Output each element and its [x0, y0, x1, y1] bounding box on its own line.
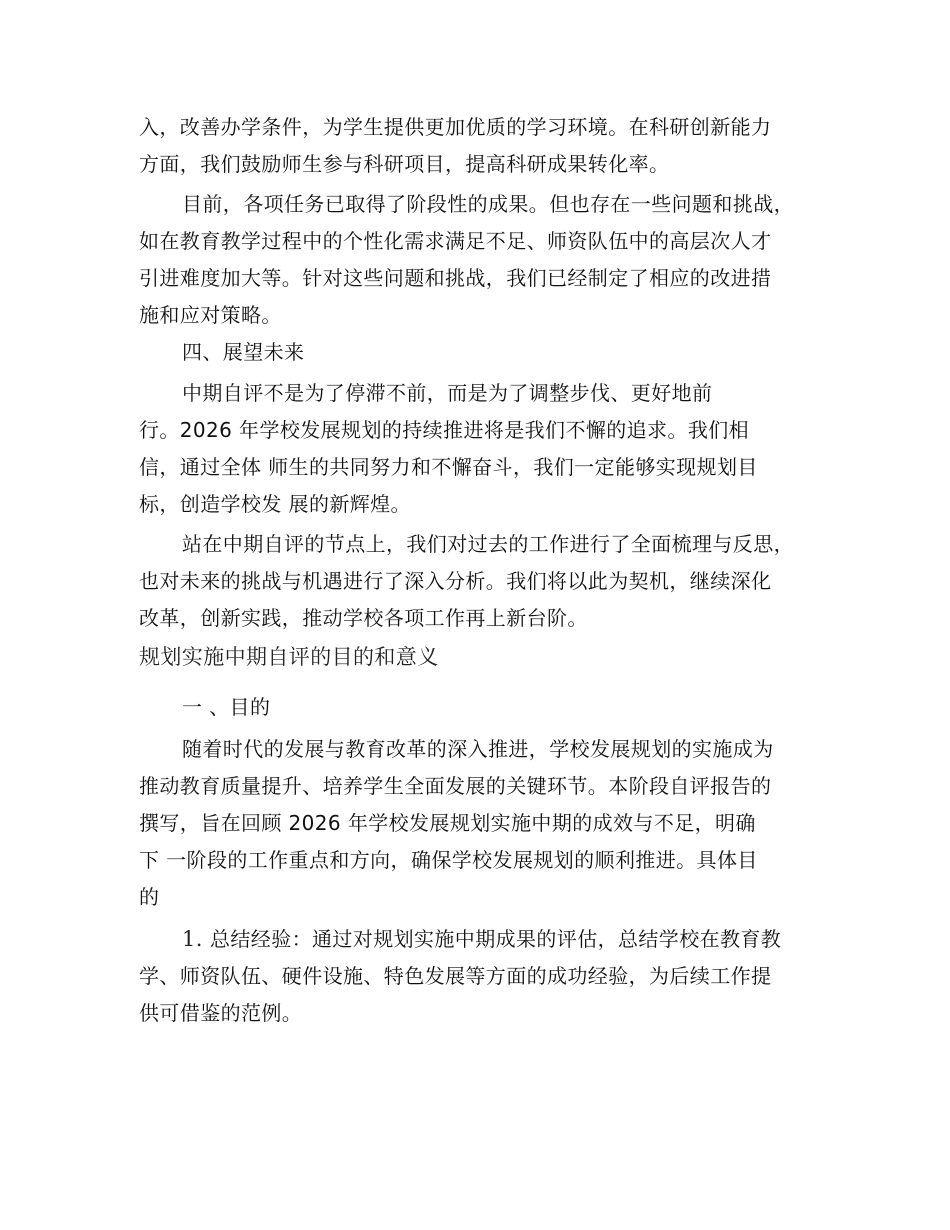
- paragraph-line: 标，创造学校发 展的新辉煌。: [139, 492, 411, 516]
- list-item-text: 总结经验：通过对规划实施中期成果的评估，总结学校在教育教: [210, 927, 782, 951]
- paragraph-line: 方面，我们鼓励师生参与科研项目，提高科研成果转化率。: [139, 152, 670, 176]
- paragraph-line: 下 一阶段的工作重点和方向，确保学校发展规划的顺利推进。具体目: [139, 848, 758, 872]
- document-title: 规划实施中期自评的目的和意义: [139, 645, 439, 669]
- paragraph-line: 目前，各项任务已取得了阶段性的成果。但也存在一些问题和挑战，: [182, 192, 794, 216]
- paragraph-line: 信，通过全体 师生的共同努力和不懈奋斗，我们一定能够实现规划目: [139, 455, 758, 479]
- paragraph-line: 施和应对策略。: [139, 303, 282, 327]
- paragraph-line: 入，改善办学条件，为学生提供更加优质的学习环境。在科研创新能力: [139, 115, 772, 139]
- paragraph-line: 站在中期自评的节点上，我们对过去的工作进行了全面梳理与反思，: [182, 532, 794, 556]
- list-item-number: 1.: [182, 927, 203, 951]
- section-heading: 一 、目的: [182, 695, 271, 719]
- paragraph-line: 行。2026 年学校发展规划的持续推进将是我们不懈的追求。我们相: [139, 418, 750, 442]
- paragraph-line: 中期自评不是为了停滞不前，而是为了调整步伐、更好地前: [182, 381, 713, 405]
- paragraph-line: 也对未来的挑战与机遇进行了深入分析。我们将以此为契机，继续深化: [139, 569, 772, 593]
- paragraph-line: 供可借鉴的范例。: [139, 1001, 303, 1025]
- paragraph-line: 学、师资队伍、硬件设施、特色发展等方面的成功经验，为后续工作提: [139, 964, 772, 988]
- paragraph-line: 推动教育质量提升、培养学生全面发展的关键环节。本阶段自评报告的: [139, 774, 772, 798]
- section-heading: 四、展望未来: [182, 340, 305, 364]
- paragraph-line: 撰写，旨在回顾 2026 年学校发展规划实施中期的成效与不足，明确: [139, 811, 756, 835]
- paragraph-line: 如在教育教学过程中的个性化需求满足不足、师资队伍中的高层次人才: [139, 229, 772, 253]
- paragraph-line: 改革，创新实践，推动学校各项工作再上新台阶。: [139, 606, 588, 630]
- paragraph-line: 随着时代的发展与教育改革的深入推进，学校发展规划的实施成为: [182, 737, 774, 761]
- paragraph-line: 的: [139, 885, 160, 909]
- paragraph-line: 引进难度加大等。针对这些问题和挑战，我们已经制定了相应的改进措: [139, 266, 772, 290]
